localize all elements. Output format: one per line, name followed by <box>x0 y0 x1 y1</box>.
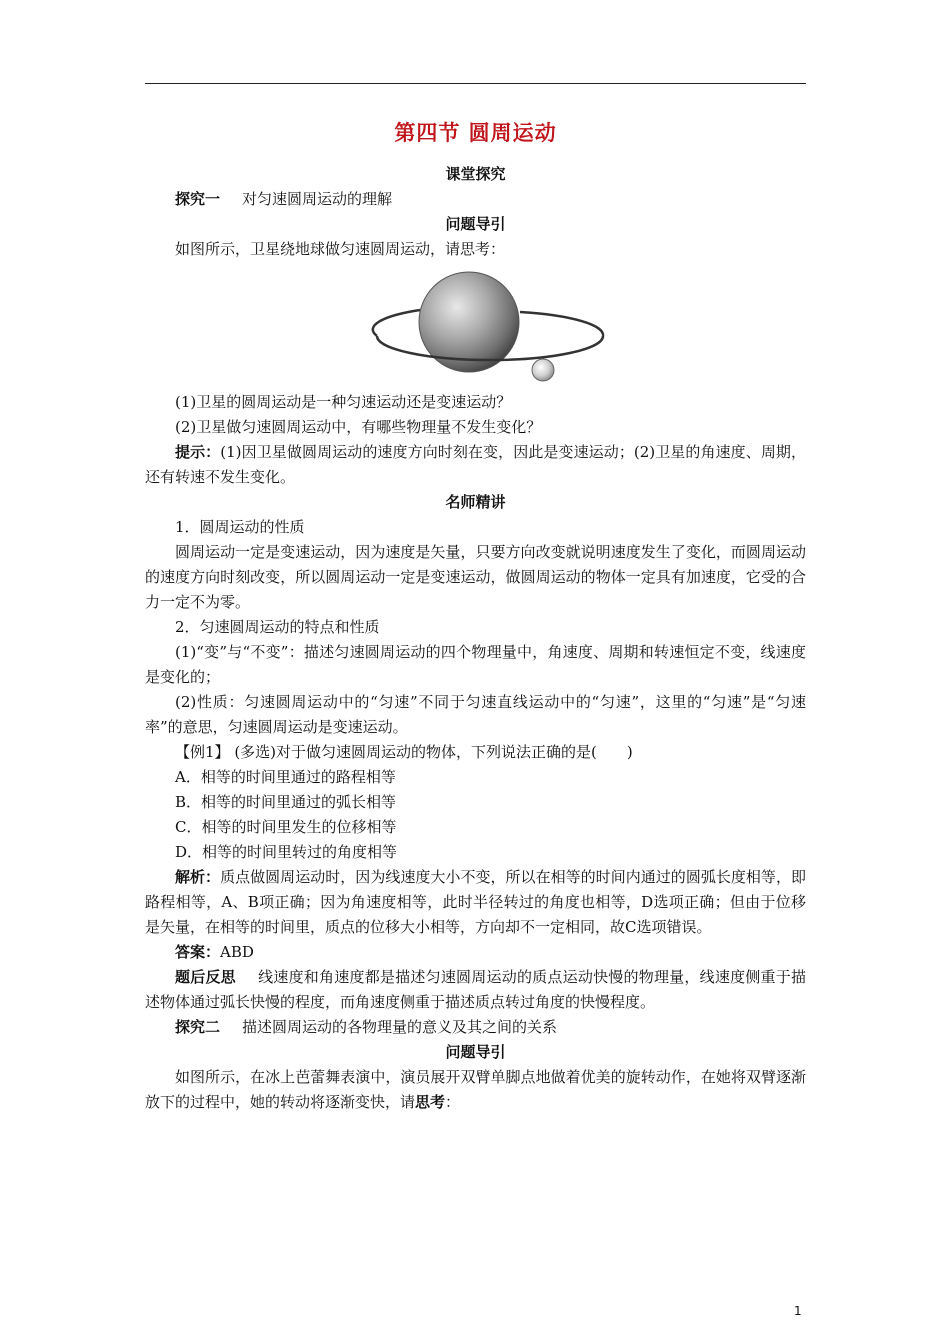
satellite-orbit-figure <box>145 264 806 390</box>
point-2-a: (1)“变”与“不变”：描述匀速圆周运动的四个物理量中，角速度、周期和转速恒定不变，线速度是变化的； <box>145 643 806 686</box>
page-number: 1 <box>794 1304 802 1318</box>
inquiry1-intro: 如图所示，卫星绕地球做匀速圆周运动，请思考： <box>175 240 506 258</box>
inquiry2-title: 描述圆周运动的各物理量的意义及其之间的关系 <box>242 1018 558 1036</box>
answer-paragraph <box>145 940 806 965</box>
option-b: B．相等的时间里通过的弧长相等 <box>175 793 397 811</box>
guide-heading-1: 问题导引 <box>445 215 506 233</box>
option-c: C．相等的时间里发生的位移相等 <box>175 818 397 836</box>
inquiry2-intro <box>145 1065 806 1115</box>
answer-text: ABD <box>220 943 254 961</box>
inquiry2-intro-end: ： <box>445 1093 461 1111</box>
question-1: (1)卫星的圆周运动是一种匀速运动还是变速运动？ <box>175 393 512 411</box>
section-heading: 课堂探究 <box>445 165 506 183</box>
analysis-paragraph <box>145 865 806 940</box>
guide-heading-2: 问题导引 <box>445 1043 506 1061</box>
hint-label: 提示： <box>175 443 221 461</box>
answer-label: 答案： <box>175 943 221 961</box>
inquiry2-intro-text: 如图所示，在冰上芭蕾舞表演中，演员展开双臂单脚点地做着优美的旋转动作，在她将双臂逐渐放下的过程中，她的转动将逐渐变快，请 <box>145 1068 806 1111</box>
analysis-text: 质点做圆周运动时，因为线速度大小不变，所以在相等的时间内通过的圆弧长度相等，即路程相等，A、B项正确；因为角速度相等，此时半径转过的角度也相等，D选项正确；但由于位移是矢量，在相等的时间里，质点的位移大小相等，方向却不一定相同，故C选项错误。 <box>145 868 806 936</box>
inquiry2-intro-bold: 思考 <box>415 1093 446 1111</box>
option-a: A．相等的时间里通过的路程相等 <box>175 768 396 786</box>
earth-satellite-illustration <box>145 264 806 390</box>
inquiry1-title: 对匀速圆周运动的理解 <box>242 190 393 208</box>
satellite-icon <box>532 359 554 381</box>
question-2: (2)卫星做匀速圆周运动中，有哪些物理量不发生变化？ <box>175 418 542 436</box>
option-d: D．相等的时间里转过的角度相等 <box>175 843 398 861</box>
example-text: (多选)对于做匀速圆周运动的物体，下列说法正确的是( ) <box>229 743 633 761</box>
example-label: 【例1】 <box>175 743 230 761</box>
reflect-label: 题后反思 <box>175 968 236 986</box>
point-1-title: 1．圆周运动的性质 <box>175 518 305 536</box>
header-rule <box>145 83 806 84</box>
analysis-label: 解析： <box>175 868 221 886</box>
inquiry1-label: 探究一 <box>175 190 221 208</box>
example-1 <box>145 740 806 765</box>
reflect-paragraph <box>145 965 806 1015</box>
point-2-b: (2)性质：匀速圆周运动中的“匀速”不同于匀速直线运动中的“匀速”，这里的“匀速”是“匀速率”的意思，匀速圆周运动是变速运动。 <box>145 693 806 736</box>
reflect-text: 线速度和角速度都是描述匀速圆周运动的质点运动快慢的物理量，线速度侧重于描述物体通过弧长快慢的程度，而角速度侧重于描述质点转过角度的快慢程度。 <box>145 968 806 1011</box>
hint-text: (1)因卫星做圆周运动的速度方向时刻在变，因此是变速运动；(2)卫星的角速度、周期，还有转速不发生变化。 <box>145 443 806 486</box>
document-page <box>145 118 806 1115</box>
inquiry1-heading <box>145 187 806 212</box>
point-1-text: 圆周运动一定是变速运动，因为速度是矢量，只要方向改变就说明速度发生了变化，而圆周运动的速度方向时刻改变，所以圆周运动一定是变速运动，做圆周运动的物体一定具有加速度，它受的合力一定不为零。 <box>145 543 806 611</box>
inquiry2-label: 探究二 <box>175 1018 221 1036</box>
point-2-title: 2．匀速圆周运动的特点和性质 <box>175 618 380 636</box>
page-title: 第四节 圆周运动 <box>394 120 557 145</box>
hint-paragraph <box>145 440 806 490</box>
teacher-heading: 名师精讲 <box>445 493 506 511</box>
inquiry2-heading <box>145 1015 806 1040</box>
